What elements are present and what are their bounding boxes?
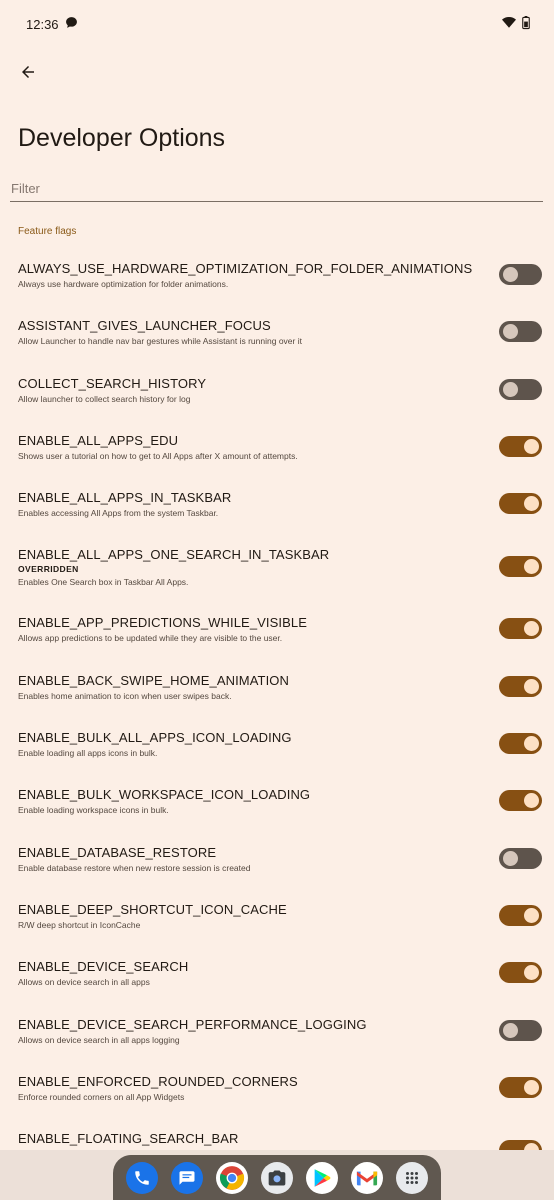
feature-flag-description: Allows app predictions to be updated while they are visible to the user. xyxy=(18,633,283,644)
feature-flag-description: Enables accessing All Apps from the system Taskbar. xyxy=(18,508,219,519)
toggle-knob xyxy=(503,851,518,866)
feature-flag-name: ASSISTANT_GIVES_LAUNCHER_FOCUS xyxy=(18,318,271,334)
feature-flag-text xyxy=(18,375,474,405)
feature-flag-row[interactable] xyxy=(0,481,554,538)
feature-flag-description: Allows on device search in all apps logging xyxy=(18,1034,180,1045)
feature-flag-name: ENABLE_ALL_APPS_ONE_SEARCH_IN_TASKBAR xyxy=(18,547,330,563)
toggle-knob xyxy=(524,679,539,694)
feature-flag-toggle[interactable] xyxy=(499,379,542,400)
feature-flag-text xyxy=(18,317,474,347)
toggle-knob xyxy=(503,1023,518,1038)
filter-input[interactable] xyxy=(10,176,543,200)
feature-flag-row[interactable] xyxy=(0,367,554,424)
feature-flag-toggle[interactable] xyxy=(499,848,542,869)
feature-flag-description: Enable database restore when new restore session is created xyxy=(18,862,251,873)
feature-flag-text xyxy=(18,260,474,290)
feature-flag-name: ENABLE_ALL_APPS_EDU xyxy=(18,432,179,448)
feature-flag-toggle[interactable] xyxy=(499,618,542,639)
toggle-knob xyxy=(524,965,539,980)
chrome-app-icon[interactable] xyxy=(216,1162,248,1194)
feature-flag-toggle[interactable] xyxy=(499,556,542,577)
feature-flag-description: Allow launcher to collect search history for log xyxy=(18,393,191,404)
page-title: Developer Options xyxy=(18,124,226,152)
feature-flag-name: ENABLE_APP_PREDICTIONS_WHILE_VISIBLE xyxy=(18,615,307,631)
status-time: 12:36 xyxy=(26,16,59,32)
phone-app-icon[interactable] xyxy=(126,1162,158,1194)
feature-flag-toggle[interactable] xyxy=(499,790,542,811)
feature-flag-row[interactable] xyxy=(0,893,554,950)
feature-flag-row[interactable] xyxy=(0,606,554,663)
battery-icon xyxy=(522,16,530,32)
feature-flag-row[interactable] xyxy=(0,778,554,835)
feature-flag-name: ENABLE_ENFORCED_ROUNDED_CORNERS xyxy=(18,1073,298,1089)
feature-flag-description: Allows on device search in all apps xyxy=(18,977,150,988)
status-bar xyxy=(0,0,554,48)
feature-flag-description: Always use hardware optimization for folder animations. xyxy=(18,279,229,289)
feature-flag-toggle[interactable] xyxy=(499,436,542,457)
app-dock xyxy=(113,1155,441,1200)
feature-flag-row[interactable] xyxy=(0,1065,554,1122)
feature-flag-text xyxy=(18,786,474,816)
feature-flag-name: ENABLE_DATABASE_RESTORE xyxy=(18,844,217,860)
chat-notification-icon xyxy=(65,16,78,32)
messages-app-icon[interactable] xyxy=(171,1162,203,1194)
toggle-knob xyxy=(524,496,539,511)
feature-flag-text xyxy=(18,614,474,644)
feature-flag-row[interactable] xyxy=(0,424,554,481)
feature-flag-description: Shows user a tutorial on how to get to All Apps after X amount of attempts. xyxy=(18,450,298,461)
feature-flag-description: Allow Launcher to handle nav bar gestures while Assistant is running over it xyxy=(18,336,302,347)
toggle-knob xyxy=(524,793,539,808)
feature-flag-description: Enable loading all apps icons in bulk. xyxy=(18,748,158,759)
gmail-app-icon[interactable] xyxy=(351,1162,383,1194)
feature-flag-description: Enables One Search box in Taskbar All Apps. xyxy=(18,577,189,588)
feature-flag-row[interactable] xyxy=(0,721,554,778)
feature-flag-description: Enforce rounded corners on all App Widgets xyxy=(18,1091,185,1102)
feature-flag-override-label: OVERRIDDEN xyxy=(18,564,79,575)
feature-flag-toggle[interactable] xyxy=(499,321,542,342)
status-left xyxy=(26,16,78,32)
feature-flag-name: ENABLE_ALL_APPS_IN_TASKBAR xyxy=(18,490,232,506)
feature-flag-name: COLLECT_SEARCH_HISTORY xyxy=(18,375,207,391)
filter-field[interactable] xyxy=(10,176,543,202)
feature-flag-row[interactable] xyxy=(0,1008,554,1065)
feature-flag-row[interactable] xyxy=(0,538,554,606)
feature-flag-row[interactable] xyxy=(0,836,554,893)
feature-flag-description: Enables home animation to icon when user swipes back. xyxy=(18,690,232,701)
back-button[interactable] xyxy=(12,58,44,90)
feature-flag-text xyxy=(18,489,474,519)
section-header: Feature flags xyxy=(18,226,77,237)
toggle-knob xyxy=(524,1080,539,1095)
feature-flag-toggle[interactable] xyxy=(499,962,542,983)
feature-flag-row[interactable] xyxy=(0,252,554,309)
toggle-knob xyxy=(524,621,539,636)
feature-flag-text xyxy=(18,958,474,988)
toggle-knob xyxy=(503,382,518,397)
feature-flag-toggle[interactable] xyxy=(499,1020,542,1041)
feature-flag-text xyxy=(18,1073,474,1103)
toggle-knob xyxy=(503,267,518,282)
wifi-icon xyxy=(502,16,516,32)
feature-flag-name: ENABLE_DEEP_SHORTCUT_ICON_CACHE xyxy=(18,901,287,917)
feature-flag-text xyxy=(18,844,474,874)
feature-flag-toggle[interactable] xyxy=(499,733,542,754)
feature-flag-toggle[interactable] xyxy=(499,264,542,285)
feature-flag-name: ENABLE_BULK_ALL_APPS_ICON_LOADING xyxy=(18,730,292,746)
play-store-app-icon[interactable] xyxy=(306,1162,338,1194)
feature-flag-name: ENABLE_BULK_WORKSPACE_ICON_LOADING xyxy=(18,787,311,803)
toggle-knob xyxy=(503,324,518,339)
feature-flag-description: Enable loading workspace icons in bulk. xyxy=(18,805,169,816)
feature-flag-toggle[interactable] xyxy=(499,905,542,926)
back-arrow-icon xyxy=(19,63,37,86)
feature-flag-list[interactable] xyxy=(0,252,554,1150)
toggle-knob xyxy=(524,736,539,751)
feature-flag-text xyxy=(18,729,474,759)
feature-flag-text xyxy=(18,432,474,462)
toggle-knob xyxy=(524,439,539,454)
feature-flag-toggle[interactable] xyxy=(499,676,542,697)
feature-flag-text xyxy=(18,546,474,588)
feature-flag-name: ALWAYS_USE_HARDWARE_OPTIMIZATION_FOR_FOLDER_ANIMATIONS xyxy=(18,261,473,276)
feature-flag-text xyxy=(18,901,474,931)
camera-app-icon[interactable] xyxy=(261,1162,293,1194)
feature-flag-row[interactable] xyxy=(0,664,554,721)
feature-flag-row[interactable] xyxy=(0,950,554,1007)
feature-flag-name: ENABLE_BACK_SWIPE_HOME_ANIMATION xyxy=(18,672,289,688)
feature-flag-name: ENABLE_FLOATING_SEARCH_BAR xyxy=(18,1131,239,1147)
feature-flag-name: ENABLE_DEVICE_SEARCH_PERFORMANCE_LOGGING xyxy=(18,1016,367,1032)
feature-flag-toggle[interactable] xyxy=(499,493,542,514)
toggle-knob xyxy=(524,559,539,574)
toggle-knob xyxy=(524,908,539,923)
feature-flag-row[interactable] xyxy=(0,309,554,366)
feature-flag-name: ENABLE_DEVICE_SEARCH xyxy=(18,959,189,975)
feature-flag-toggle[interactable] xyxy=(499,1077,542,1098)
app-drawer-app-icon[interactable] xyxy=(396,1162,428,1194)
feature-flag-text xyxy=(18,1016,474,1046)
feature-flag-description: R/W deep shortcut in IconCache xyxy=(18,919,141,930)
status-right xyxy=(502,16,530,32)
feature-flag-text xyxy=(18,672,474,702)
